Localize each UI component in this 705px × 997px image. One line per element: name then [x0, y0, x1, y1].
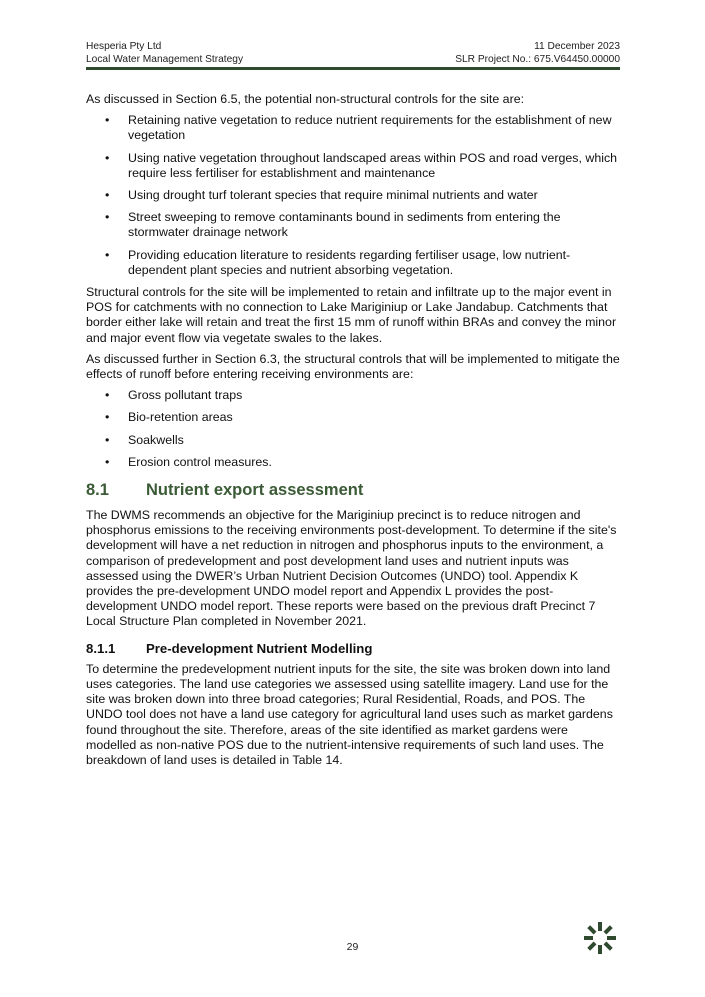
header-left [86, 40, 243, 66]
list-item: • Retaining native vegetation to reduce nutrient requirements for the establishment of new vegetation [86, 113, 620, 143]
list-item: • Soakwells [86, 433, 620, 448]
list-item: • Gross pollutant traps [86, 388, 620, 403]
nonstructural-list [86, 113, 620, 278]
structural-paragraph: Structural controls for the site will be implemented to retain and infiltrate up to the major event in POS for catchments with no connection to Lake Mariginiup or Lake Jandabup. Catchments that border either lake will retain and treat the first 15 mm of runoff within BRAs and convey the minor and major event flow via vegetate swales to the lakes. [86, 285, 617, 345]
section-title: Nutrient export assessment [146, 481, 364, 500]
subsection-paragraph: To determine the predevelopment nutrient inputs for the site, the site was broken down into land uses categories. The land use categories we assessed using satellite imagery. Land use for the site was broken down into three broad categories; Rural Residential, Roads, and POS. The UNDO tool does not have a land use category for agricultural land uses such as market gardens found throughout the site. Therefore, areas of the site identified as market gardens were modelled as non-native POS due to the nutrient-intensive requirements of such land uses. The breakdown of land uses is detailed in Table 14. [86, 661, 613, 767]
list-item: • Using native vegetation throughout landscaped areas within POS and road verges, which require less fertiliser for establishment and maintenance [86, 151, 620, 181]
section-heading [86, 480, 620, 500]
list-item: • Erosion control measures. [86, 455, 620, 470]
list-item: • Using drought turf tolerant species that require minimal nutrients and water [86, 188, 620, 203]
intro-paragraph: As discussed in Section 6.5, the potential non-structural controls for the site are: [86, 92, 525, 106]
header-date: 11 December 2023 [534, 41, 620, 52]
section-number: 8.1 [86, 481, 109, 500]
structural-intro: As discussed further in Section 6.3, the structural controls that will be implemented to mitigate the effects of runoff before entering receiving environments are: [86, 351, 620, 382]
list-item: • Bio-retention areas [86, 410, 620, 425]
page-body [86, 92, 620, 774]
section-paragraph: The DWMS recommends an objective for the Mariginiup precinct is to reduce nitrogen and phosphorus emissions to the receiving environments post-development. To determine if the site's development will have a net reduction in nitrogen and phosphorus inputs to the environment, a comparison of predevelopment and post development land uses and nutrient inputs was assessed using the DWER’s Urban Nutrient Decision Outcomes (UNDO) tool. Appendix K provides the pre-development UNDO model report and Appendix L provides the post-development UNDO model report. These reports were based on the previous draft Precinct 7 Local Structure Plan completed in November 2021. [86, 508, 617, 629]
header-company: Hesperia Pty Ltd [86, 41, 162, 52]
header-right [455, 40, 620, 66]
list-item: • Providing education literature to residents regarding fertiliser usage, low nutrient-dependent plant species and nutrient absorbing vegetation. [86, 248, 620, 278]
header-rule [86, 67, 620, 70]
slr-logo-icon [582, 920, 618, 956]
header-doc-title: Local Water Management Strategy [86, 54, 244, 65]
list-item: • Street sweeping to remove contaminants bound in sediments from entering the stormwater drainage network [86, 210, 620, 240]
structural-list [86, 388, 620, 470]
subsection-number: 8.1.1 [86, 640, 116, 656]
page-number: 29 [346, 941, 359, 953]
subsection-title: Pre-development Nutrient Modelling [146, 640, 373, 656]
header-project: SLR Project No.: 675.V64450.00000 [455, 54, 620, 65]
subsection-heading [86, 640, 620, 657]
